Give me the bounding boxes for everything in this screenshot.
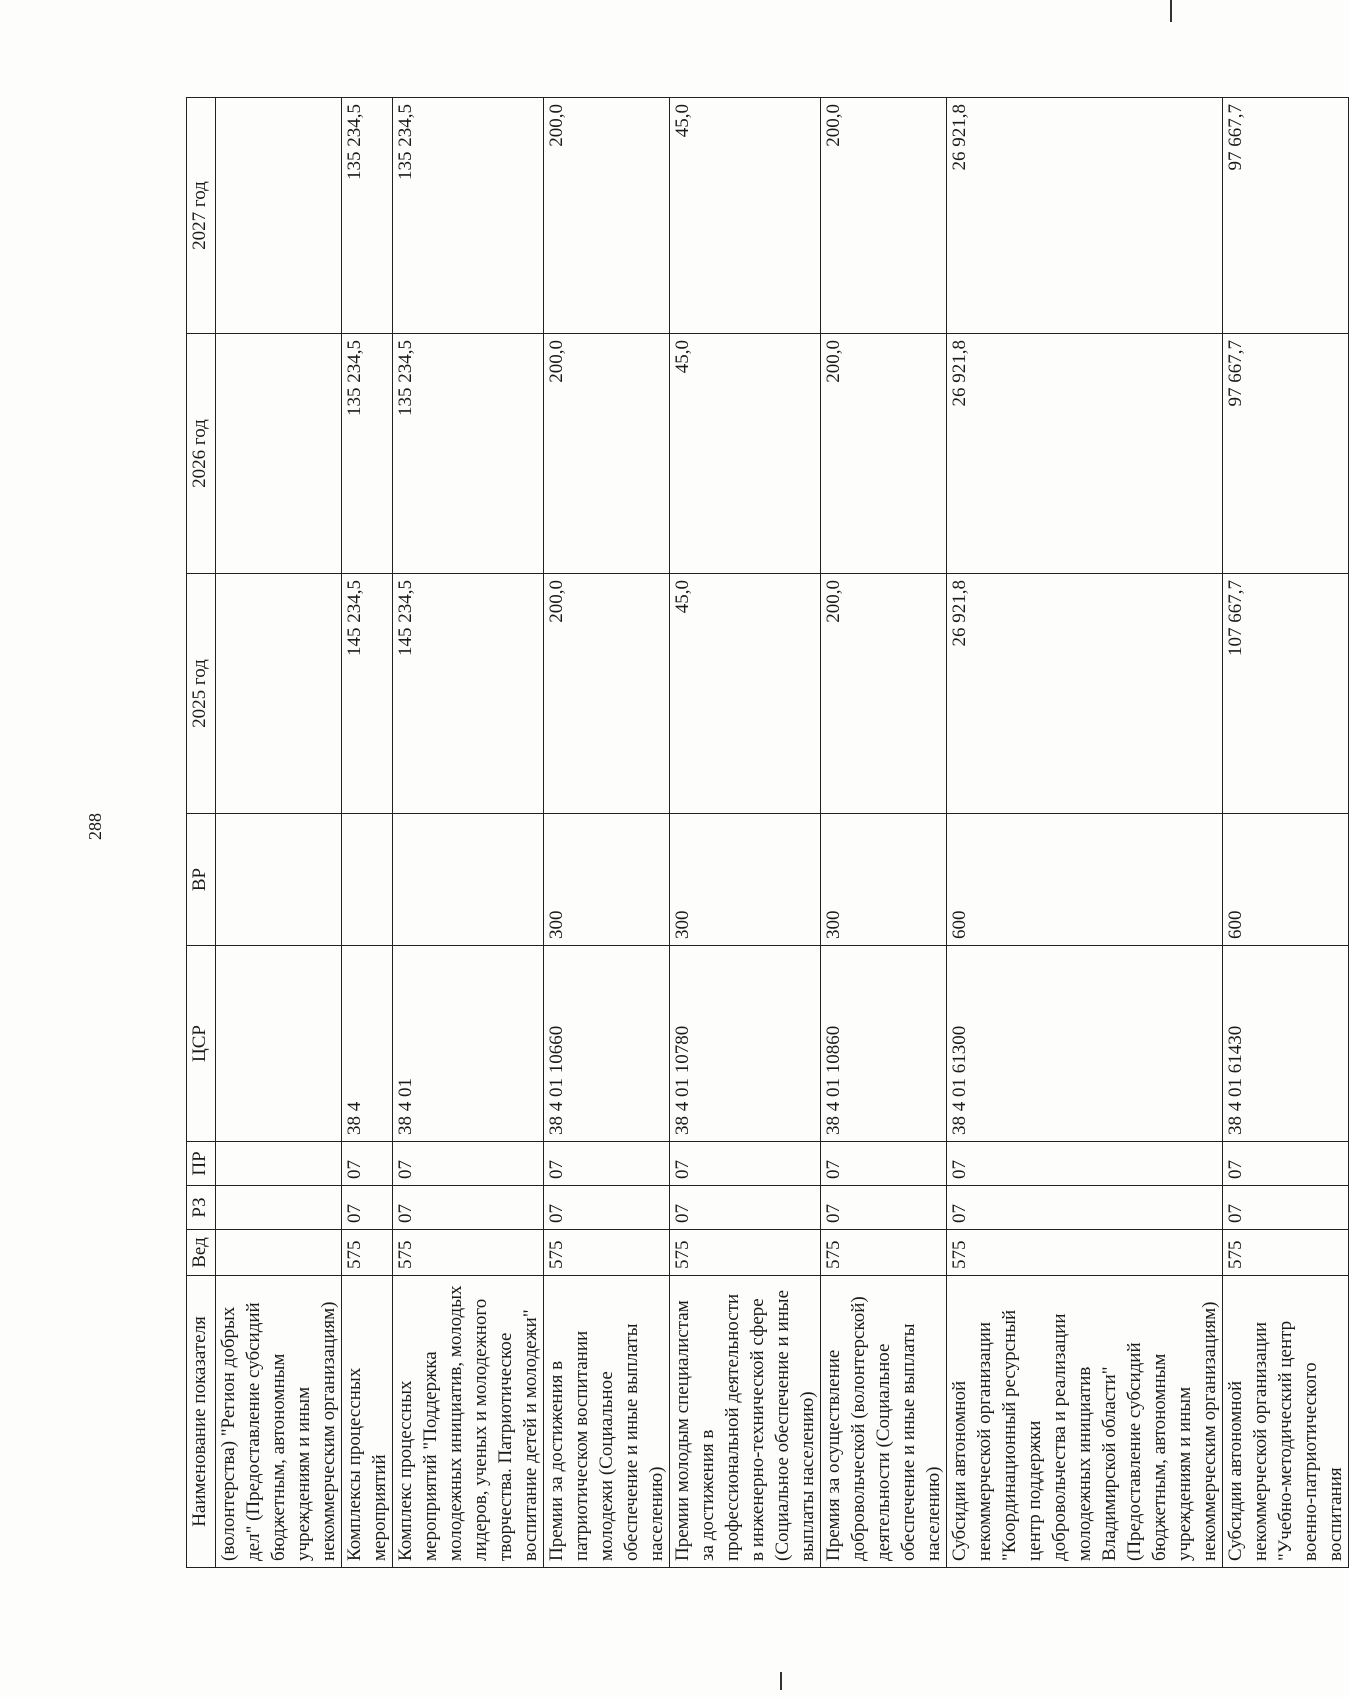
row-2025: 145 234,5 bbox=[393, 574, 544, 814]
row-2027: 135 234,5 bbox=[393, 98, 544, 334]
row-2027: 97 667,7 bbox=[1223, 98, 1349, 334]
row-ved: 575 bbox=[821, 1230, 947, 1276]
table-row bbox=[670, 98, 821, 1568]
row-2026: 97 667,7 bbox=[1223, 334, 1349, 574]
row-ved: 575 bbox=[670, 1230, 821, 1276]
row-csr: 38 4 01 61300 bbox=[947, 946, 1223, 1142]
row-name: Комплекс процессных мероприятий "Поддержка молодежных инициатив, молодых лидеров, ученых и молодежного творчества. Патриотическое воспитание детей и молодежи" bbox=[393, 1276, 544, 1568]
row-vr: 300 bbox=[670, 814, 821, 946]
header-name: Наименование показателя bbox=[187, 1276, 216, 1568]
row-2025: 200,0 bbox=[821, 574, 947, 814]
row-vr: 600 bbox=[1223, 814, 1349, 946]
row-name: Комплексы процессных мероприятий bbox=[342, 1276, 393, 1568]
row-2026: 135 234,5 bbox=[342, 334, 393, 574]
header-2026: 2026 год bbox=[187, 334, 216, 574]
row-2026 bbox=[216, 334, 342, 574]
rotated-budget-table bbox=[186, 98, 1346, 1568]
row-2025: 145 234,5 bbox=[342, 574, 393, 814]
table-row bbox=[1223, 98, 1349, 1568]
row-ved: 575 bbox=[544, 1230, 670, 1276]
row-vr: 600 bbox=[947, 814, 1223, 946]
row-2027: 200,0 bbox=[544, 98, 670, 334]
row-rz: 07 bbox=[544, 1186, 670, 1230]
scan-edge-mark bbox=[780, 1672, 782, 1690]
row-csr bbox=[216, 946, 342, 1142]
row-vr bbox=[342, 814, 393, 946]
header-2027: 2027 год bbox=[187, 98, 216, 334]
row-vr: 300 bbox=[544, 814, 670, 946]
row-2026: 200,0 bbox=[821, 334, 947, 574]
row-rz: 07 bbox=[670, 1186, 821, 1230]
scan-edge-mark bbox=[1170, 0, 1172, 22]
row-name: Премии за достижения в патриотическом воспитании молодежи (Социальное обеспечение и иные выплаты населению) bbox=[544, 1276, 670, 1568]
row-2026: 135 234,5 bbox=[393, 334, 544, 574]
row-2027: 26 921,8 bbox=[947, 98, 1223, 334]
row-2027: 45,0 bbox=[670, 98, 821, 334]
row-ved: 575 bbox=[393, 1230, 544, 1276]
row-vr bbox=[393, 814, 544, 946]
row-csr: 38 4 01 10660 bbox=[544, 946, 670, 1142]
table-row bbox=[947, 98, 1223, 1568]
row-name: Субсидии автономной некоммерческой организации "Координационный ресурсный центр поддержки добровольчества и реализации молодежных инициатив Владимирской области" (Предоставление субсидий бюджетным, автономным учреждениям и иным некоммерческим организациям) bbox=[947, 1276, 1223, 1568]
row-2026: 26 921,8 bbox=[947, 334, 1223, 574]
row-csr: 38 4 01 10780 bbox=[670, 946, 821, 1142]
row-2025: 26 921,8 bbox=[947, 574, 1223, 814]
row-rz: 07 bbox=[1223, 1186, 1349, 1230]
row-ved: 575 bbox=[1223, 1230, 1349, 1276]
row-rz: 07 bbox=[947, 1186, 1223, 1230]
row-name: Премия за осуществление добровольческой (волонтерской) деятельности (Социальное обеспечение и иные выплаты населению) bbox=[821, 1276, 947, 1568]
row-pr: 07 bbox=[342, 1142, 393, 1186]
row-name: (волонтерства) "Регион добрых дел" (Предоставление субсидий бюджетным, автономным учреждениям и иным некоммерческим организациям) bbox=[216, 1276, 342, 1568]
row-2025: 200,0 bbox=[544, 574, 670, 814]
row-2026: 200,0 bbox=[544, 334, 670, 574]
row-csr: 38 4 bbox=[342, 946, 393, 1142]
row-ved: 575 bbox=[947, 1230, 1223, 1276]
header-csr: ЦСР bbox=[187, 946, 216, 1142]
table-row bbox=[821, 98, 947, 1568]
row-rz: 07 bbox=[393, 1186, 544, 1230]
row-csr: 38 4 01 bbox=[393, 946, 544, 1142]
row-pr: 07 bbox=[1223, 1142, 1349, 1186]
table-header-row bbox=[187, 98, 216, 1568]
row-ved: 575 bbox=[342, 1230, 393, 1276]
row-ved bbox=[216, 1230, 342, 1276]
table-row bbox=[544, 98, 670, 1568]
row-pr bbox=[216, 1142, 342, 1186]
header-2025: 2025 год bbox=[187, 574, 216, 814]
row-2025: 45,0 bbox=[670, 574, 821, 814]
row-vr: 300 bbox=[821, 814, 947, 946]
table-row bbox=[342, 98, 393, 1568]
row-vr bbox=[216, 814, 342, 946]
row-2027 bbox=[216, 98, 342, 334]
row-pr: 07 bbox=[393, 1142, 544, 1186]
budget-table bbox=[186, 97, 1349, 1568]
table-row bbox=[216, 98, 342, 1568]
row-pr: 07 bbox=[670, 1142, 821, 1186]
table-row bbox=[393, 98, 544, 1568]
row-name: Премии молодым специалистам за достижения в профессиональной деятельности в инженерно-технической сфере (Социальное обеспечение и иные выплаты населению) bbox=[670, 1276, 821, 1568]
header-vr: ВР bbox=[187, 814, 216, 946]
row-csr: 38 4 01 10860 bbox=[821, 946, 947, 1142]
row-rz: 07 bbox=[342, 1186, 393, 1230]
row-rz bbox=[216, 1186, 342, 1230]
row-2027: 135 234,5 bbox=[342, 98, 393, 334]
row-pr: 07 bbox=[544, 1142, 670, 1186]
row-csr: 38 4 01 61430 bbox=[1223, 946, 1349, 1142]
row-2026: 45,0 bbox=[670, 334, 821, 574]
page-number: 288 bbox=[85, 813, 105, 840]
row-rz: 07 bbox=[821, 1186, 947, 1230]
header-ved: Вед bbox=[187, 1230, 216, 1276]
row-2025 bbox=[216, 574, 342, 814]
header-rz: РЗ bbox=[187, 1186, 216, 1230]
row-name: Субсидии автономной некоммерческой организации "Учебно-методический центр военно-патриотического воспитания bbox=[1223, 1276, 1349, 1568]
row-2025: 107 667,7 bbox=[1223, 574, 1349, 814]
row-2027: 200,0 bbox=[821, 98, 947, 334]
header-pr: ПР bbox=[187, 1142, 216, 1186]
row-pr: 07 bbox=[821, 1142, 947, 1186]
row-pr: 07 bbox=[947, 1142, 1223, 1186]
